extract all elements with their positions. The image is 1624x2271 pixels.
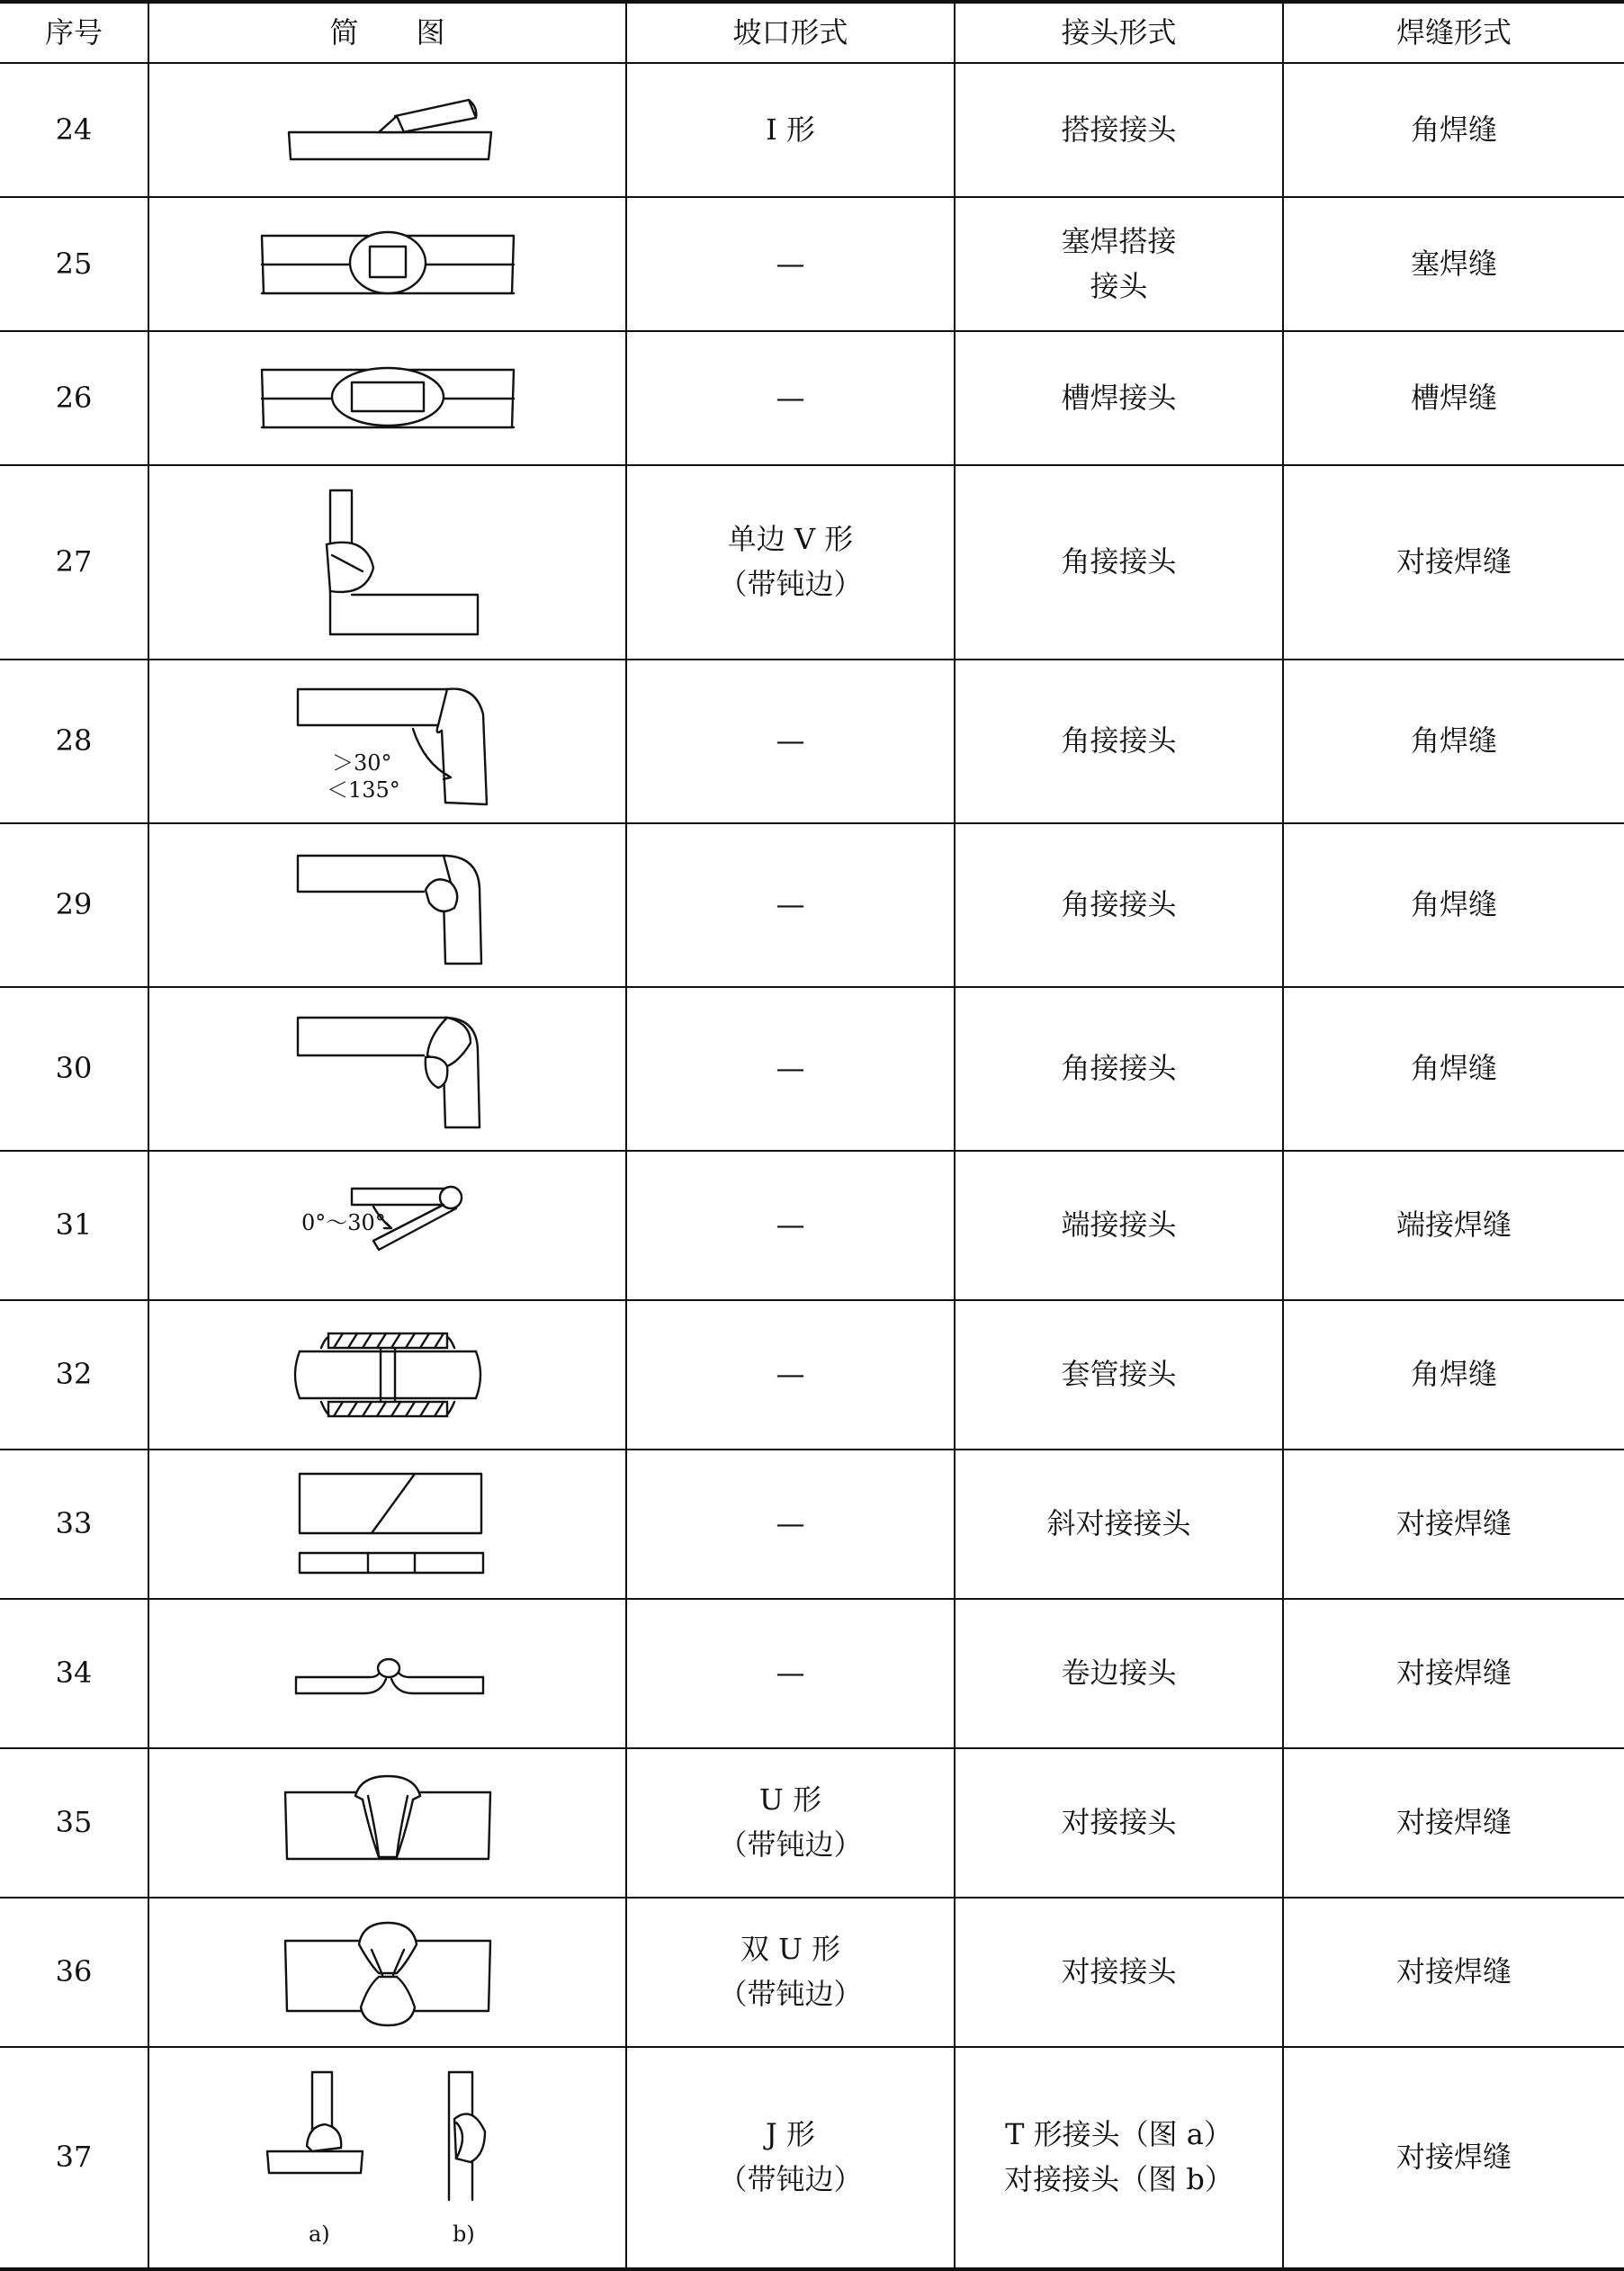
- weld-cell: 对接焊缝: [1283, 1898, 1624, 2047]
- double-u-groove-butt-sketch: [271, 1914, 505, 2031]
- joint-cell: 对接接头: [955, 1898, 1283, 2047]
- groove-cell: [626, 465, 955, 660]
- table-row: [0, 823, 1624, 987]
- corner-joint-bevel-sketch: [280, 481, 496, 643]
- sketch-cell: [148, 331, 626, 465]
- header-joint: 接头形式: [955, 2, 1283, 63]
- sketch-cell: [148, 1748, 626, 1898]
- header-weld: 焊缝形式: [1283, 2, 1624, 63]
- joint-cell: 斜对接接头: [955, 1450, 1283, 1599]
- table-row: [0, 1898, 1624, 2047]
- groove-line-1: U 形: [758, 1782, 822, 1818]
- row-number: 32: [0, 1300, 148, 1450]
- groove-cell: —: [626, 660, 955, 823]
- groove-cell: [626, 2047, 955, 2269]
- row-number: 36: [0, 1898, 148, 2047]
- angled-corner-joint-sketch: [280, 669, 496, 813]
- table-row: [0, 2047, 1624, 2269]
- weld-cell: 对接焊缝: [1283, 465, 1624, 660]
- groove-line-1: 单边 V 形: [727, 522, 854, 557]
- figure-b-label: b): [452, 2222, 475, 2247]
- header-no: 序号: [0, 2, 148, 63]
- sketch-cell: [148, 197, 626, 331]
- row-number: 25: [0, 197, 148, 331]
- joint-cell: [955, 197, 1283, 331]
- sketch-cell: [148, 1599, 626, 1748]
- sketch-cell: [148, 465, 626, 660]
- groove-cell: —: [626, 1599, 955, 1748]
- j-groove-sketch: [253, 2054, 523, 2261]
- u-groove-butt-sketch: [271, 1769, 505, 1877]
- sketch-cell: [148, 1898, 626, 2047]
- joint-line-2: 接头: [1090, 268, 1148, 303]
- joint-cell: 角接接头: [955, 987, 1283, 1151]
- sketch-cell: [148, 1450, 626, 1599]
- table-row: [0, 197, 1624, 331]
- table-row: [0, 1599, 1624, 1748]
- groove-cell: —: [626, 1151, 955, 1300]
- joint-line-1: 塞焊搭接: [1061, 223, 1177, 258]
- row-number: 30: [0, 987, 148, 1151]
- table-row: [0, 660, 1624, 823]
- plug-weld-sketch: [253, 220, 523, 310]
- outside-corner-joint-sketch: [280, 1001, 496, 1136]
- groove-line-1: 双 U 形: [740, 1932, 841, 1967]
- joint-cell: 角接接头: [955, 823, 1283, 987]
- joint-cell: 端接接头: [955, 1151, 1283, 1300]
- header-groove: 坡口形式: [626, 2, 955, 63]
- sketch-cell: [148, 823, 626, 987]
- lap-joint-sketch: [271, 85, 505, 175]
- joint-cell: 角接接头: [955, 660, 1283, 823]
- table-row: [0, 63, 1624, 197]
- table-row: [0, 1151, 1624, 1300]
- row-number: 37: [0, 2047, 148, 2269]
- table-row: [0, 1748, 1624, 1898]
- sketch-cell: [148, 63, 626, 197]
- row-number: 26: [0, 331, 148, 465]
- row-number: 34: [0, 1599, 148, 1748]
- table-row: [0, 331, 1624, 465]
- figure-a-label: a): [308, 2222, 330, 2247]
- header-sketch: 简 图: [148, 2, 626, 63]
- joint-line-1: T 形接头（图 a）: [1005, 2117, 1233, 2152]
- joint-cell: 对接接头: [955, 1748, 1283, 1898]
- weld-cell: 对接焊缝: [1283, 1748, 1624, 1898]
- angle-range-label: 0°～30°: [301, 1210, 386, 1235]
- groove-cell: —: [626, 987, 955, 1151]
- groove-cell: [626, 1748, 955, 1898]
- sketch-cell: [148, 2047, 626, 2269]
- weld-cell: 角焊缝: [1283, 1300, 1624, 1450]
- groove-line-2: （带钝边）: [718, 1827, 863, 1862]
- sketch-cell: [148, 1300, 626, 1450]
- weld-cell: 对接焊缝: [1283, 1599, 1624, 1748]
- groove-line-2: （带钝边）: [718, 1977, 863, 2011]
- sketch-cell: [148, 987, 626, 1151]
- row-number: 27: [0, 465, 148, 660]
- joint-cell: 搭接接头: [955, 63, 1283, 197]
- groove-cell: —: [626, 1450, 955, 1599]
- groove-cell: —: [626, 331, 955, 465]
- weld-cell: 端接焊缝: [1283, 1151, 1624, 1300]
- groove-line-1: J 形: [765, 2117, 815, 2152]
- sleeve-joint-sketch: [280, 1321, 496, 1429]
- table-row: [0, 1450, 1624, 1599]
- groove-cell: —: [626, 823, 955, 987]
- joint-cell: 套管接头: [955, 1300, 1283, 1450]
- weld-cell: 对接焊缝: [1283, 1450, 1624, 1599]
- joint-cell: [955, 2047, 1283, 2269]
- joint-cell: 角接接头: [955, 465, 1283, 660]
- joint-line-2: 对接接头（图 b）: [1004, 2162, 1234, 2196]
- row-number: 31: [0, 1151, 148, 1300]
- table-row: [0, 1300, 1624, 1450]
- slot-weld-sketch: [253, 354, 523, 444]
- groove-cell: [626, 1898, 955, 2047]
- groove-line-2: （带钝边）: [718, 567, 863, 601]
- angle-label-max: ＜135°: [326, 777, 400, 803]
- groove-cell: —: [626, 1300, 955, 1450]
- edge-joint-sketch: [280, 1176, 496, 1275]
- weld-cell: 角焊缝: [1283, 63, 1624, 197]
- weld-cell: 角焊缝: [1283, 987, 1624, 1151]
- joint-cell: 卷边接头: [955, 1599, 1283, 1748]
- flanged-joint-sketch: [280, 1638, 496, 1710]
- weld-cell: 角焊缝: [1283, 660, 1624, 823]
- row-number: 29: [0, 823, 148, 987]
- table-row: [0, 465, 1624, 660]
- table-row: [0, 987, 1624, 1151]
- weld-cell: 角焊缝: [1283, 823, 1624, 987]
- sketch-cell: [148, 660, 626, 823]
- joint-cell: 槽焊接头: [955, 331, 1283, 465]
- row-number: 35: [0, 1748, 148, 1898]
- row-number: 24: [0, 63, 148, 197]
- angle-label-min: ＞30°: [331, 750, 392, 776]
- groove-cell: I 形: [626, 63, 955, 197]
- weld-cell: 塞焊缝: [1283, 197, 1624, 331]
- weld-cell: 对接焊缝: [1283, 2047, 1624, 2269]
- scarf-joint-sketch: [280, 1461, 496, 1587]
- row-number: 33: [0, 1450, 148, 1599]
- groove-cell: —: [626, 197, 955, 331]
- groove-line-2: （带钝边）: [718, 2162, 863, 2196]
- row-number: 28: [0, 660, 148, 823]
- sketch-cell: [148, 1151, 626, 1300]
- weld-cell: 槽焊缝: [1283, 331, 1624, 465]
- fillet-corner-joint-sketch: [280, 838, 496, 973]
- header-row: [0, 2, 1624, 63]
